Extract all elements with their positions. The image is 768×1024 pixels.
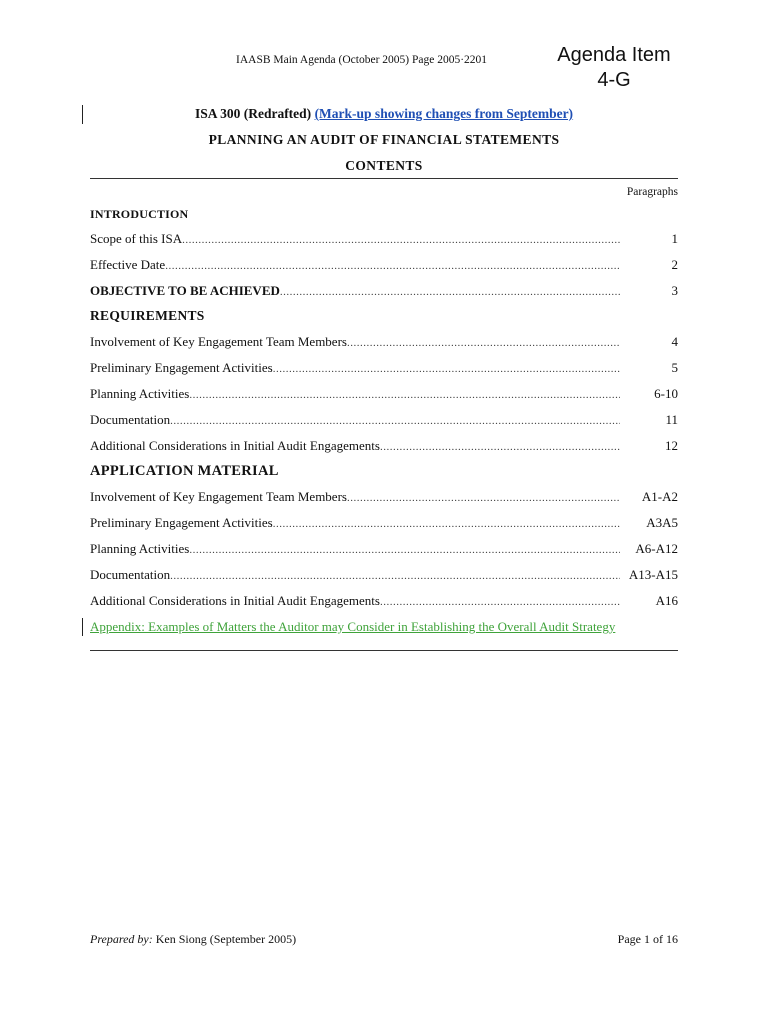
toc-entry-label: Preliminary Engagement Activities — [90, 515, 273, 530]
page-number: Page 1 of 16 — [617, 932, 678, 946]
document-title: PLANNING AN AUDIT OF FINANCIAL STATEMENTS — [208, 132, 560, 147]
prepared-by-value: Ken Siong (September 2005) — [152, 932, 297, 946]
toc-entry-label: Scope of this ISA — [90, 231, 183, 246]
toc-row[interactable] — [90, 489, 678, 507]
toc-paragraph-ref: A16 — [655, 593, 678, 608]
agenda-item-label — [540, 43, 688, 93]
toc-row[interactable] — [90, 567, 678, 585]
toc-entry-label: Involvement of Key Engagement Team Members — [90, 334, 347, 349]
toc-paragraph-ref: 2 — [671, 257, 678, 272]
change-bar — [82, 105, 83, 124]
bottom-divider — [90, 650, 678, 651]
toc-paragraph-ref: 12 — [665, 438, 678, 453]
dot-leader — [165, 260, 620, 272]
toc-entry-label: Documentation — [90, 412, 171, 427]
toc-row[interactable] — [90, 412, 678, 430]
toc-row[interactable] — [90, 515, 678, 533]
toc-paragraph-ref: A13-A15 — [628, 567, 678, 582]
dot-leader — [347, 492, 620, 504]
agenda-item-number: 4-G — [597, 69, 631, 91]
dot-leader — [189, 544, 620, 556]
toc-paragraph-ref: A6-A12 — [635, 541, 678, 556]
application-material-heading: APPLICATION MATERIAL — [90, 463, 279, 479]
paragraphs-column-header: Paragraphs — [626, 186, 678, 198]
toc-entry-label: Effective Date — [90, 257, 166, 272]
contents-heading: CONTENTS — [345, 158, 423, 173]
toc-row[interactable] — [90, 334, 678, 352]
dot-leader — [273, 518, 620, 530]
toc-entry-label: Planning Activities — [90, 386, 190, 401]
standard-name: ISA 300 (Redrafted) — [194, 106, 312, 121]
toc-entry-label: Preliminary Engagement Activities — [90, 360, 273, 375]
toc-paragraph-ref: 4 — [671, 334, 678, 349]
dot-leader — [170, 415, 620, 427]
toc-paragraph-ref: 11 — [665, 412, 678, 427]
standard-title-line — [90, 106, 678, 122]
toc-row[interactable] — [90, 231, 678, 249]
toc-paragraph-ref: 1 — [671, 231, 678, 246]
dot-leader — [380, 441, 620, 453]
dot-leader — [170, 570, 620, 582]
markup-note-link[interactable]: (Mark-up showing changes from September) — [314, 106, 574, 121]
dot-leader — [189, 389, 620, 401]
toc-paragraph-ref: 3 — [671, 283, 678, 298]
toc-row[interactable] — [90, 541, 678, 559]
top-divider — [90, 178, 678, 179]
toc-row[interactable] — [90, 438, 678, 456]
agenda-reference: IAASB Main Agenda (October 2005) Page 2005·2201 — [236, 54, 488, 66]
toc-entry-label: Documentation — [90, 567, 171, 582]
prepared-by — [90, 932, 296, 947]
dot-leader — [182, 234, 620, 246]
dot-leader — [280, 286, 620, 298]
dot-leader — [273, 363, 620, 375]
prepared-by-label: Prepared by: — [90, 932, 153, 946]
agenda-item-line-1: Agenda Item — [557, 44, 671, 66]
toc-paragraph-ref: 5 — [671, 360, 678, 375]
toc-entry-label: Planning Activities — [90, 541, 190, 556]
introduction-heading: INTRODUCTION — [90, 207, 189, 221]
toc-paragraph-ref: A3A5 — [646, 515, 678, 530]
appendix-link[interactable]: Appendix: Examples of Matters the Auditor may Consider in Establishing the Overall Audit Strategy — [90, 619, 616, 634]
dot-leader — [380, 596, 620, 608]
toc-entry-label: Additional Considerations in Initial Audit Engagements — [90, 593, 380, 608]
toc-paragraph-ref: A1-A2 — [641, 489, 678, 504]
toc-entry-label: Involvement of Key Engagement Team Members — [90, 489, 347, 504]
toc-row-objective[interactable] — [90, 283, 678, 301]
toc-row[interactable] — [90, 360, 678, 378]
toc-entry-label: OBJECTIVE TO BE ACHIEVED — [90, 283, 280, 298]
requirements-heading: REQUIREMENTS — [90, 308, 205, 323]
toc-entry-label: Additional Considerations in Initial Audit Engagements — [90, 438, 380, 453]
change-bar — [82, 618, 83, 636]
toc-row[interactable] — [90, 386, 678, 404]
toc-row[interactable] — [90, 593, 678, 611]
toc-paragraph-ref: 6-10 — [654, 386, 678, 401]
dot-leader — [347, 337, 620, 349]
toc-row[interactable] — [90, 257, 678, 275]
